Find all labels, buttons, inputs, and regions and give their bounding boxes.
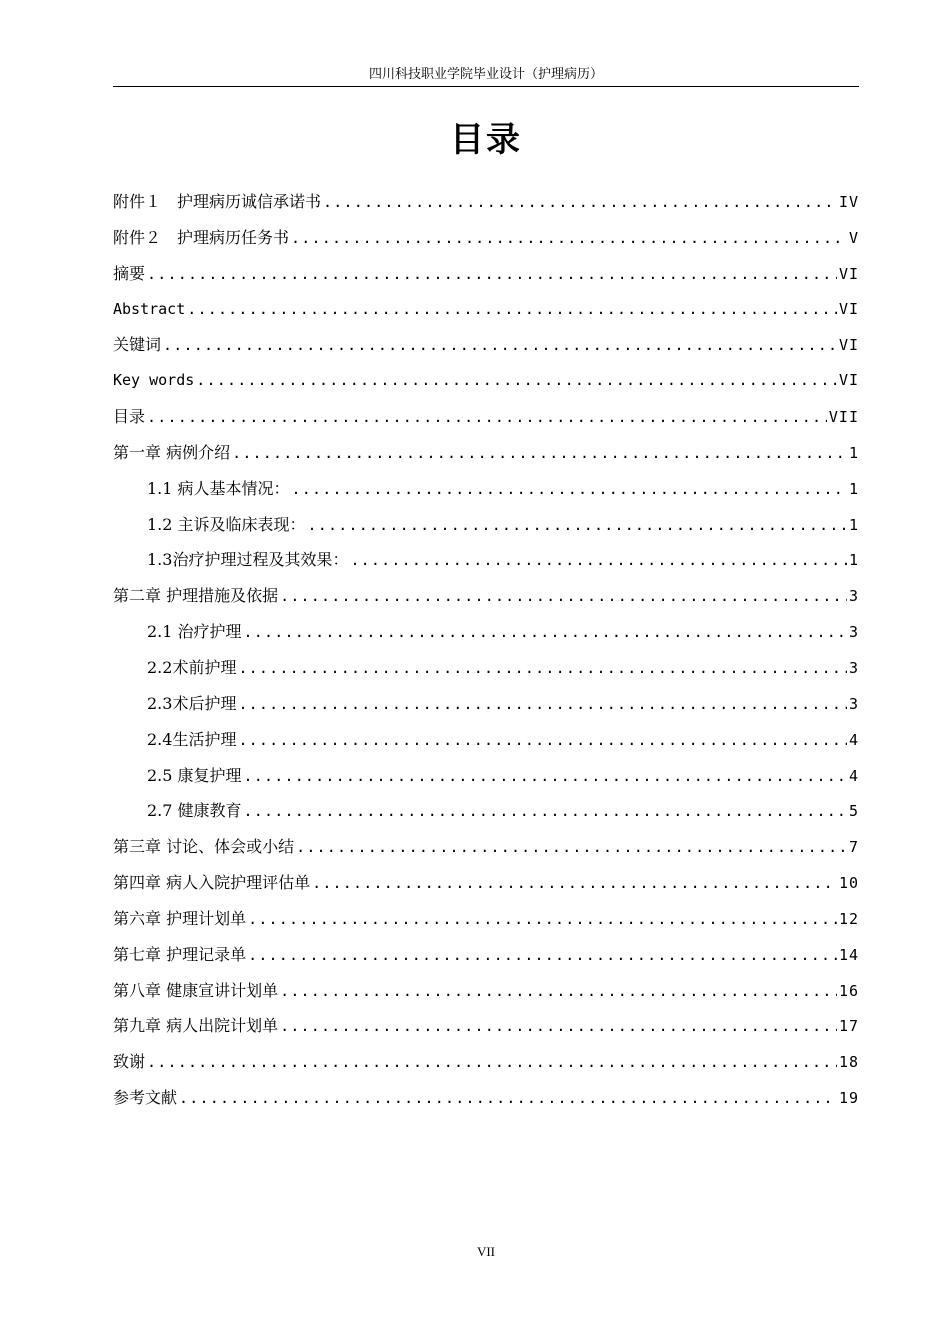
toc-entry-page: VI — [838, 336, 859, 355]
toc-entry[interactable] — [113, 256, 859, 292]
toc-dot-leader — [187, 292, 837, 328]
toc-entry-label: 附件１ 护理病历诚信承诺书 — [113, 192, 322, 211]
toc-entry-page: 3 — [848, 694, 859, 713]
toc-entry-page: 4 — [848, 766, 859, 785]
toc-entry-label: Abstract — [113, 299, 186, 318]
toc-entry[interactable] — [113, 973, 859, 1009]
page-number: VII — [476, 1244, 496, 1259]
toc-entry[interactable] — [113, 292, 859, 328]
toc-dot-leader — [248, 938, 837, 974]
toc-dot-leader — [179, 1081, 837, 1117]
toc-entry-label: 第六章 护理计划单 — [113, 908, 247, 928]
toc-entry[interactable] — [113, 1008, 859, 1044]
toc-entry-page: 1 — [848, 479, 859, 498]
toc-entry[interactable] — [113, 758, 859, 794]
toc-dot-leader — [147, 257, 837, 293]
toc-entry-page: 1 — [848, 443, 859, 462]
toc-entry[interactable] — [113, 327, 859, 363]
toc-entry-label: 2.1 治疗护理 — [147, 622, 242, 642]
toc-entry-label: 1.2 主诉及临床表现： — [147, 514, 306, 534]
toc-dot-leader — [238, 687, 847, 723]
toc-dot-leader — [147, 1045, 837, 1081]
toc-entry[interactable] — [113, 184, 859, 220]
toc-entry-page: V — [848, 228, 859, 247]
toc-entry-page: 7 — [848, 838, 859, 857]
toc-dot-leader — [280, 974, 837, 1010]
toc-entry[interactable] — [113, 1044, 859, 1080]
toc-dot-leader — [238, 723, 847, 759]
toc-entry-label: 第九章 病人出院计划单 — [113, 1016, 279, 1036]
toc-entry-label: 2.4生活护理 — [147, 729, 237, 749]
toc-dot-leader — [312, 866, 837, 902]
toc-dot-leader — [244, 794, 847, 830]
toc-entry-label: 第八章 健康宣讲计划单 — [113, 980, 279, 1000]
toc-entry-page: 12 — [838, 909, 859, 928]
toc-entry-page: 3 — [848, 587, 859, 606]
toc-entry-page: 1 — [848, 551, 859, 570]
toc-entry[interactable] — [113, 399, 859, 435]
toc-dot-leader — [350, 543, 847, 579]
toc-entry-page: 4 — [848, 730, 859, 749]
toc-entry[interactable] — [113, 650, 859, 686]
toc-entry-page: 3 — [848, 623, 859, 642]
toc-entry-label: 2.5 康复护理 — [147, 765, 242, 785]
toc-entry-label: 第七章 护理记录单 — [113, 944, 247, 964]
toc-entry-page: VI — [838, 371, 859, 390]
toc-entry[interactable] — [113, 614, 859, 650]
toc-entry[interactable] — [113, 471, 859, 507]
toc-entry-label: 目录 — [113, 407, 146, 427]
toc-entry[interactable] — [113, 220, 859, 256]
page-title: 目录 — [450, 120, 522, 160]
toc-dot-leader — [292, 472, 847, 508]
toc-entry[interactable] — [113, 937, 859, 973]
toc-entry[interactable] — [113, 435, 859, 471]
toc-entry-label: 2.7 健康教育 — [147, 801, 242, 821]
toc-entry[interactable] — [113, 1080, 859, 1116]
toc-entry-label: 1.1 病人基本情况： — [147, 478, 290, 498]
toc-entry-label: 参考文献 — [113, 1088, 178, 1108]
toc-entry-page: 17 — [838, 1017, 859, 1036]
toc-entry-page: 19 — [838, 1089, 859, 1108]
toc-dot-leader — [308, 508, 847, 544]
running-header: 四川科技职业学院毕业设计（护理病历） — [368, 67, 603, 82]
toc-dot-leader — [196, 363, 837, 399]
toc-entry-page: VI — [838, 299, 859, 318]
toc-entry[interactable] — [113, 542, 859, 578]
toc-entry[interactable] — [113, 363, 859, 399]
toc-entry[interactable] — [113, 829, 859, 865]
toc-entry-page: 16 — [838, 981, 859, 1000]
toc-dot-leader — [147, 400, 827, 436]
toc-entry-label: 1.3治疗护理过程及其效果： — [147, 550, 349, 570]
toc-entry[interactable] — [113, 507, 859, 543]
toc-dot-leader — [163, 328, 837, 364]
toc-entry-label: 第四章 病人入院护理评估单 — [113, 873, 311, 893]
toc-entry[interactable] — [113, 865, 859, 901]
toc-entry-label: Key words — [113, 371, 195, 390]
toc-entry-page: 3 — [848, 658, 859, 677]
toc-dot-leader — [280, 579, 847, 615]
toc-dot-leader — [238, 651, 847, 687]
toc-entry[interactable] — [113, 901, 859, 937]
toc-entry-label: 第一章 病例介绍 — [113, 442, 231, 462]
toc-entry-label: 关键词 — [113, 335, 162, 355]
toc-entry-page: 10 — [838, 874, 859, 893]
toc-entry[interactable] — [113, 686, 859, 722]
toc-entry-label: 第三章 讨论、体会或小结 — [113, 837, 295, 857]
toc-entry-page: 18 — [838, 1053, 859, 1072]
toc-dot-leader — [291, 221, 847, 257]
toc-entry-page: VII — [828, 408, 859, 427]
toc-entry-page: IV — [838, 193, 859, 211]
toc-entry-label: 2.3术后护理 — [147, 693, 237, 713]
toc-dot-leader — [244, 759, 847, 795]
toc-entry-page: 14 — [838, 945, 859, 964]
toc-dot-leader — [248, 902, 837, 938]
toc-entry-page: 5 — [848, 802, 859, 821]
toc-dot-leader — [244, 615, 847, 651]
toc-entry-label: 2.2术前护理 — [147, 657, 237, 677]
toc-entry-label: 第二章 护理措施及依据 — [113, 586, 279, 606]
toc-entry[interactable] — [113, 578, 859, 614]
header-divider — [113, 86, 859, 87]
table-of-contents — [113, 184, 859, 1116]
toc-dot-leader — [280, 1009, 837, 1045]
toc-entry[interactable] — [113, 793, 859, 829]
toc-entry[interactable] — [113, 722, 859, 758]
toc-entry-label: 附件２ 护理病历任务书 — [113, 227, 290, 247]
toc-dot-leader — [323, 185, 837, 221]
toc-entry-page: 1 — [848, 515, 859, 534]
toc-dot-leader — [296, 830, 847, 866]
toc-dot-leader — [232, 436, 847, 472]
toc-entry-label: 致谢 — [113, 1052, 146, 1072]
toc-entry-page: VI — [838, 264, 859, 283]
toc-entry-label: 摘要 — [113, 263, 146, 283]
